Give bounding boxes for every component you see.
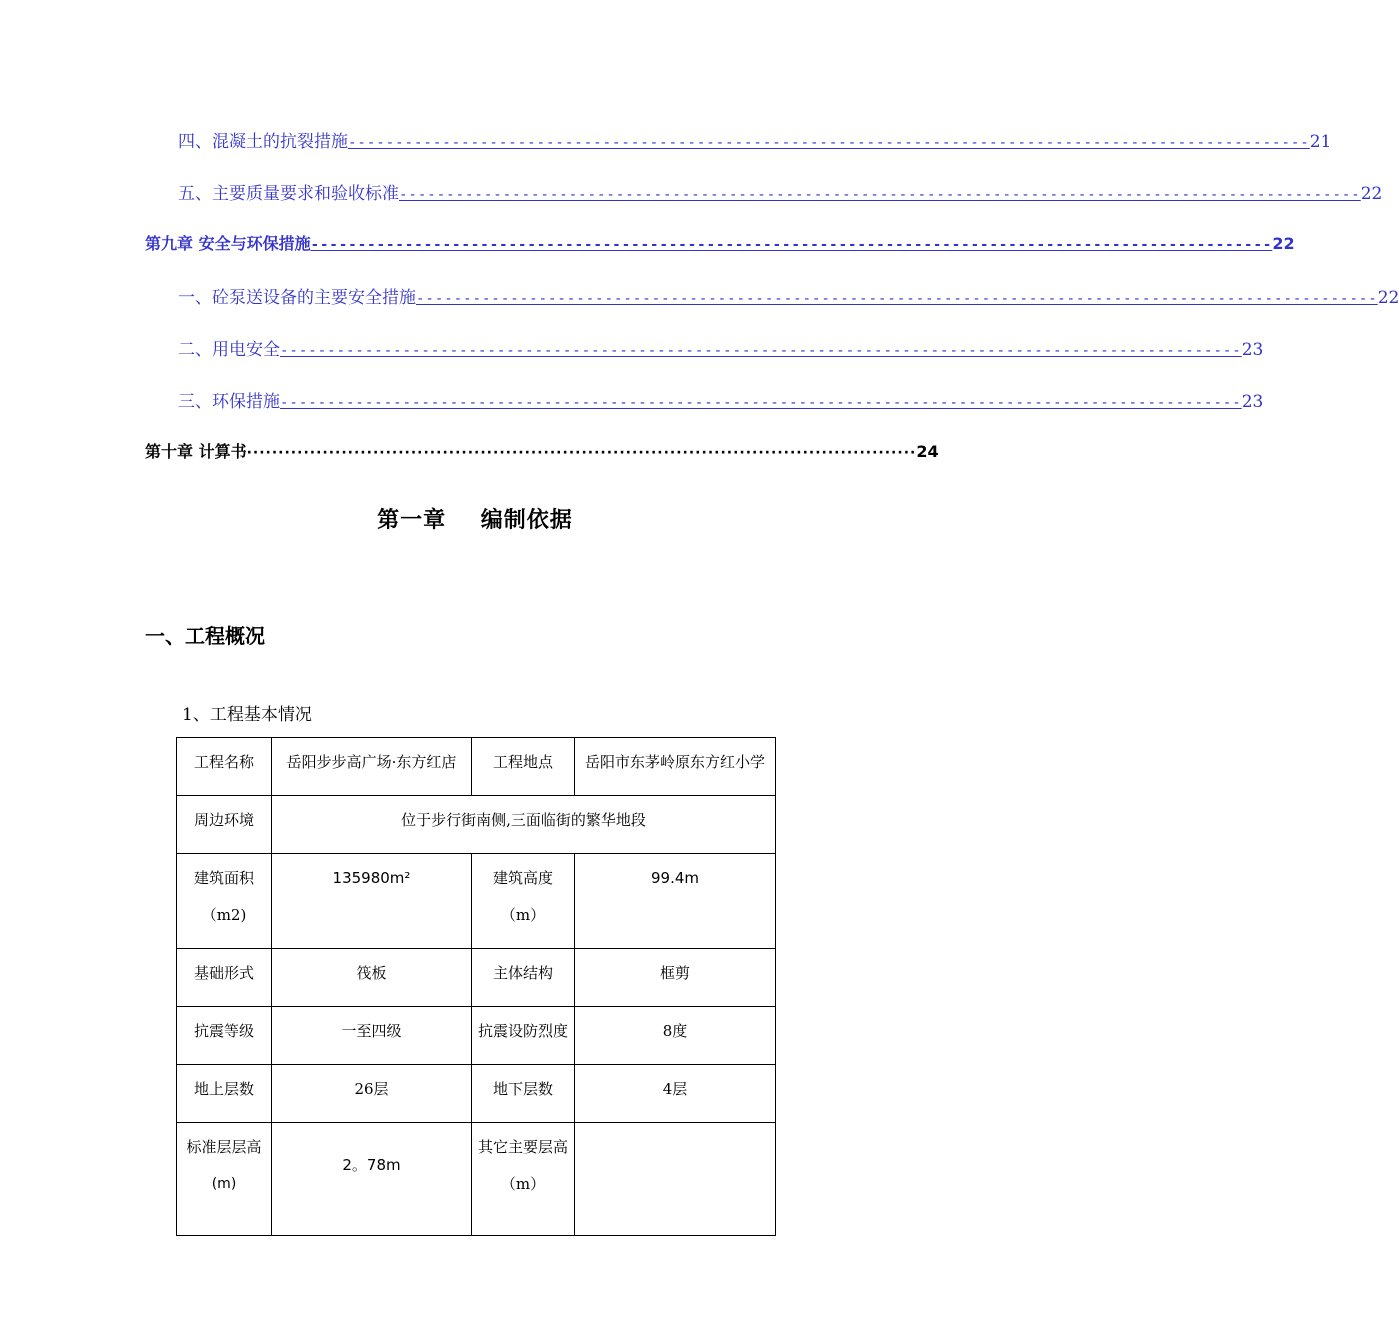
table-cell-label: 地上层数	[177, 1065, 272, 1123]
table-cell-value: 99.4m	[575, 854, 776, 949]
table-row	[177, 1007, 776, 1065]
toc-item-quality-standards[interactable]	[178, 179, 1383, 204]
table-cell-label	[177, 854, 272, 949]
table-row	[177, 949, 776, 1007]
cell-line: 标准层层高	[186, 1138, 262, 1156]
table-cell-value: 岳阳市东茅岭原东方红小学	[575, 738, 776, 796]
chapter-title: 第一章 编制依据	[377, 508, 573, 533]
table-row	[177, 1065, 776, 1123]
table-cell-label	[472, 854, 575, 949]
table-row	[177, 796, 776, 854]
toc-item-crack-measures[interactable]	[178, 127, 1332, 152]
toc-chapter-10[interactable]	[145, 439, 939, 462]
toc-item-electric-safety[interactable]	[178, 335, 1264, 360]
table-cell-label: 地下层数	[472, 1065, 575, 1123]
toc-item-number: 三、	[178, 392, 212, 412]
toc-leader: ------------------------------------------------------------------------------------------------------	[280, 343, 1242, 359]
toc-page-number: 23	[1241, 340, 1264, 360]
toc-item-title: 主要质量要求和验收标准	[212, 184, 399, 204]
toc-page-number: 22	[1272, 234, 1295, 253]
cell-line: (m)	[211, 1176, 237, 1192]
toc-item-environment[interactable]	[178, 387, 1264, 412]
toc-page-number: 22	[1377, 288, 1399, 308]
toc-item-number: 四、	[178, 132, 212, 152]
table-cell-label: 抗震设防烈度	[472, 1007, 575, 1065]
toc-item-number: 五、	[178, 184, 212, 204]
toc-leader: ------------------------------------------------------------------------------------------------------	[416, 291, 1378, 307]
toc-leader: ------------------------------------------------------------------------------------------------------	[399, 187, 1361, 203]
toc-page-number: 22	[1360, 184, 1383, 204]
toc-page-number: 24	[916, 442, 939, 461]
table-row	[177, 854, 776, 949]
table-cell-label: 工程地点	[472, 738, 575, 796]
table-cell-value: 筏板	[272, 949, 472, 1007]
table-cell-value	[575, 1123, 776, 1236]
toc-chapter-title: 第十章 计算书	[145, 442, 247, 461]
table-cell-value: 一至四级	[272, 1007, 472, 1065]
table-cell-label: 主体结构	[472, 949, 575, 1007]
toc-item-title: 砼泵送设备的主要安全措施	[212, 288, 416, 308]
table-cell-label	[472, 1123, 575, 1236]
table-cell-value: 8度	[575, 1007, 776, 1065]
toc-chapter-9[interactable]	[145, 231, 1295, 254]
toc-item-number: 一、	[178, 288, 212, 308]
cell-line: 建筑高度	[492, 869, 553, 887]
table-cell-value: 2。78m	[272, 1123, 472, 1236]
toc-item-title: 环保措施	[212, 392, 280, 412]
toc-page-number: 23	[1241, 392, 1264, 412]
toc-item-pump-safety[interactable]	[178, 283, 1399, 308]
cell-line: 建筑面积	[193, 869, 254, 887]
table-cell-label: 基础形式	[177, 949, 272, 1007]
cell-line: （m）	[500, 1175, 546, 1193]
section-title: 一、工程概况	[145, 624, 265, 648]
cell-line: （m2)	[201, 906, 247, 924]
table-row	[177, 738, 776, 796]
cell-line: （m）	[500, 906, 546, 924]
table-cell-value: 框剪	[575, 949, 776, 1007]
project-info-table	[176, 737, 776, 1236]
toc-item-number: 二、	[178, 340, 212, 360]
table-row	[177, 1123, 776, 1236]
table-cell-label: 抗震等级	[177, 1007, 272, 1065]
table-cell-value: 4层	[575, 1065, 776, 1123]
table-cell-label	[177, 1123, 272, 1236]
table-cell-value: 26层	[272, 1065, 472, 1123]
table-cell-value: 位于步行街南侧,三面临街的繁华地段	[272, 796, 776, 854]
table-cell-value: 135980m²	[272, 854, 472, 949]
table-cell-label: 周边环境	[177, 796, 272, 854]
toc-chapter-title: 第九章 安全与环保措施	[145, 234, 311, 253]
toc-page-number: 21	[1309, 132, 1332, 152]
toc-dot-leader: ··········································································································	[246, 445, 917, 461]
toc-leader: ------------------------------------------------------------------------------------------------------	[310, 237, 1273, 253]
toc-item-title: 混凝土的抗裂措施	[212, 132, 348, 152]
table-cell-label: 工程名称	[177, 738, 272, 796]
cell-line: 其它主要层高	[477, 1138, 568, 1156]
toc-leader: ------------------------------------------------------------------------------------------------------	[348, 135, 1310, 151]
toc-item-title: 用电安全	[212, 340, 280, 360]
toc-leader: ------------------------------------------------------------------------------------------------------	[280, 395, 1242, 411]
sub-section-title: 1、工程基本情况	[182, 705, 312, 725]
table-cell-value: 岳阳步步高广场·东方红店	[272, 738, 472, 796]
